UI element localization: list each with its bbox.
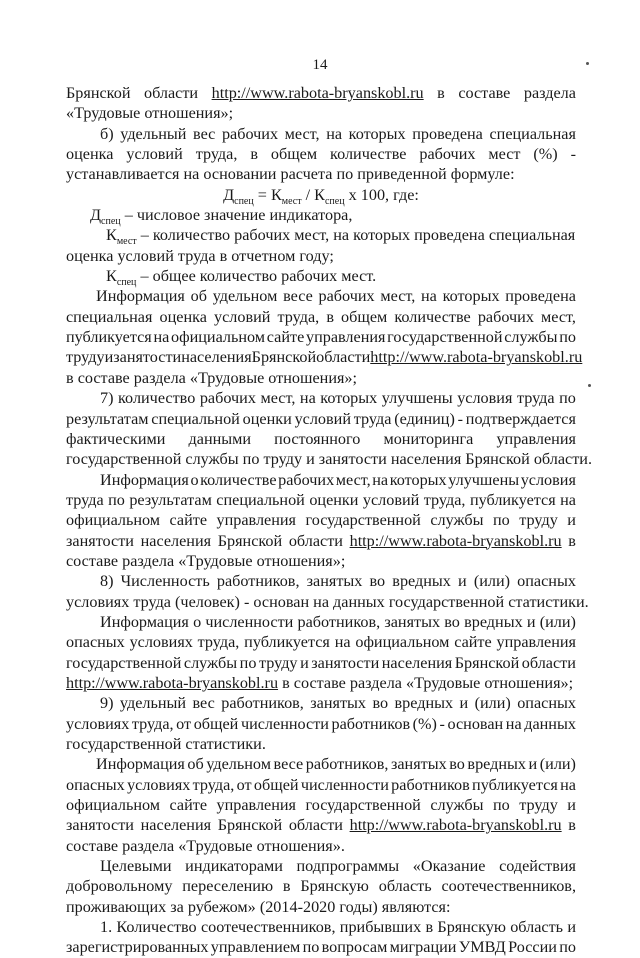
text-line: [66, 632, 576, 652]
word: составе: [458, 84, 511, 102]
word: населения: [140, 816, 212, 835]
text-line: [66, 612, 576, 632]
text-line: составе раздела «Трудовые отношения»;: [66, 551, 346, 570]
word: Информация: [100, 612, 189, 631]
word: сайте: [169, 511, 208, 530]
word: основан: [447, 714, 504, 733]
word: труда,: [192, 775, 235, 794]
word: 1.: [100, 918, 113, 937]
word: опасных: [66, 775, 125, 794]
text-line: [66, 83, 576, 103]
word: в: [250, 145, 258, 164]
word: рабочих: [199, 389, 256, 408]
text-line: [66, 775, 576, 795]
text-line: [66, 510, 576, 530]
word: постоянного: [274, 429, 361, 448]
word: Численность: [120, 572, 210, 591]
word: и: [300, 653, 309, 672]
word: Брянскую: [437, 918, 506, 937]
word: Брянской: [217, 816, 283, 835]
page-number: 14: [312, 57, 328, 73]
text-line: государственной статистики.: [66, 735, 266, 753]
word: мест,: [541, 307, 576, 326]
word: работников,: [297, 612, 381, 631]
word: которых: [348, 124, 406, 143]
word: вредных: [394, 694, 454, 713]
word: официальном: [171, 328, 266, 347]
word: рабочих: [221, 124, 279, 143]
word: условий: [362, 490, 420, 509]
word: труду: [66, 348, 105, 367]
word: условий: [126, 145, 183, 164]
word: условия: [457, 389, 513, 408]
word: о: [190, 470, 199, 489]
text-line: [66, 347, 583, 367]
word: официальном: [66, 511, 161, 530]
formula-subscript: спец: [234, 195, 254, 207]
text-line: оценка условий труда в отчетном году;: [66, 246, 334, 265]
word: общей: [253, 775, 299, 794]
word: занятых: [384, 612, 441, 631]
word: публикуется: [66, 328, 152, 347]
word: вопросам: [321, 938, 388, 957]
formula-text: х 100, где:: [344, 185, 419, 204]
word: проведена: [505, 287, 576, 306]
word: вредных: [467, 755, 526, 774]
formula-subscript: мест: [281, 195, 302, 207]
word: службы: [504, 328, 558, 347]
word: труда,: [197, 633, 240, 652]
word: службы: [183, 653, 238, 672]
word: и: [567, 511, 576, 530]
text-line: [66, 470, 576, 490]
word: занятых: [306, 572, 363, 591]
word: Брянской: [454, 653, 520, 672]
word: индикаторами: [185, 857, 283, 876]
word: (или): [539, 612, 576, 631]
word: условий: [294, 409, 351, 428]
word: области: [288, 816, 343, 835]
scan-speck: [586, 62, 589, 65]
word: мест,: [380, 287, 416, 306]
word: опасных: [517, 694, 576, 713]
word: труду: [258, 653, 298, 672]
definition-line: [66, 225, 576, 248]
text-line: [66, 876, 576, 896]
word: труду: [519, 511, 558, 530]
word: миграции: [389, 938, 457, 957]
word: по: [559, 938, 576, 957]
word: на: [505, 714, 522, 733]
word: публикуется: [472, 775, 558, 794]
definition-text: – количество рабочих мест, на которых проведена специальная: [136, 226, 576, 245]
word: области: [288, 531, 343, 550]
word: количестве: [330, 145, 407, 164]
page-link: http://www.rabota-bryanskobl.ru: [349, 531, 562, 550]
word: весе: [283, 287, 313, 306]
word: и: [104, 348, 114, 367]
text-line: [66, 856, 576, 876]
word: по: [302, 938, 320, 957]
word: публикуется: [244, 633, 330, 652]
word: на: [372, 470, 389, 489]
word: опасных: [517, 572, 576, 591]
word: об: [187, 755, 204, 774]
definition-symbol: К: [106, 226, 117, 245]
word: в: [437, 84, 445, 102]
definition-line: [66, 205, 576, 228]
word: УМВД: [458, 938, 506, 957]
word: численности: [300, 775, 389, 794]
word: прибывших: [339, 918, 422, 937]
word: рабочих: [477, 307, 534, 326]
text-line: [66, 388, 576, 408]
word: улучшены: [448, 470, 520, 489]
word: населения: [140, 531, 212, 550]
word: государственной: [387, 328, 503, 347]
word: область: [510, 918, 564, 937]
text-line: [66, 327, 576, 347]
word: мест: [488, 145, 521, 164]
word: населения: [181, 348, 252, 367]
word: мест,: [284, 124, 320, 143]
word: государственной: [66, 653, 182, 672]
word: оценки: [309, 490, 359, 509]
word: в: [568, 531, 576, 550]
word: содействия: [499, 857, 576, 876]
word: область: [378, 877, 432, 896]
word: количество: [118, 389, 196, 408]
word: общем: [270, 145, 318, 164]
word: которых: [442, 287, 500, 306]
word: 9): [100, 694, 114, 713]
text-run: в составе раздела «Трудовые отношения»;: [278, 673, 574, 692]
word: проведена: [412, 124, 483, 143]
word: переселению: [182, 877, 274, 896]
word: Информация: [100, 470, 189, 489]
word: работников,: [305, 755, 389, 774]
word: управлением: [210, 938, 301, 957]
definition-text: – числовое значение индикатора,: [120, 206, 353, 225]
word: 8): [100, 572, 114, 591]
word: Информация: [96, 755, 185, 774]
definition-subscript: спец: [116, 277, 137, 289]
definition-subscript: спец: [101, 216, 121, 228]
word: данными: [188, 429, 252, 448]
text-line: устанавливается на основании расчета по приведенной формуле:: [66, 165, 515, 184]
word: удельный: [119, 694, 187, 713]
text-line: [66, 653, 576, 673]
word: и: [528, 755, 538, 774]
word: которых: [389, 470, 447, 489]
word: специальная: [66, 307, 153, 326]
word: соотечественников,: [200, 918, 336, 937]
document-body: [66, 83, 592, 958]
text-line: [66, 409, 576, 429]
word: и: [458, 572, 467, 591]
word: зарегистрированных: [66, 938, 209, 957]
word: труду: [519, 796, 558, 815]
word: и: [526, 612, 536, 631]
word: во: [449, 755, 465, 774]
word: рабочих: [318, 287, 375, 306]
word: по: [108, 490, 125, 509]
text-line: [66, 307, 576, 327]
word: государственной: [305, 796, 421, 815]
word: специальной: [216, 490, 305, 509]
word: управления: [216, 511, 296, 530]
word: рабочих: [419, 145, 476, 164]
word: -: [439, 714, 445, 733]
word: соотечественников,: [441, 877, 576, 896]
text-line: «Трудовые отношения»;: [66, 104, 234, 123]
definition-line: [66, 266, 576, 289]
word: по: [559, 389, 576, 408]
word: раздела: [523, 84, 576, 102]
word: на: [299, 389, 316, 408]
word: от: [176, 714, 192, 733]
word: оценка: [66, 145, 114, 164]
text-line: [66, 144, 576, 164]
word: и: [567, 796, 576, 815]
word: весе: [273, 755, 304, 774]
word: на: [153, 328, 170, 347]
word: работников: [331, 714, 411, 733]
word: Информация: [96, 287, 185, 306]
word: результатам: [129, 490, 212, 509]
word: численности: [205, 612, 294, 631]
word: и: [567, 918, 576, 937]
text-line: [66, 693, 576, 713]
word: управления: [496, 633, 576, 652]
scan-speck: [588, 384, 591, 387]
word: (единиц): [394, 409, 455, 428]
text-line: [66, 714, 576, 734]
word: во: [444, 612, 460, 631]
word: во: [372, 694, 389, 713]
word: о: [193, 612, 202, 631]
formula-text: / К: [301, 185, 325, 204]
text-line: [66, 754, 576, 774]
page-link: http://www.rabota-bryanskobl.ru: [349, 816, 562, 835]
word: управления: [305, 328, 386, 347]
word: фактическими: [66, 429, 166, 448]
word: (или): [474, 694, 511, 713]
text-line: [66, 490, 576, 510]
text-line: условиях труда (человек) - основан на данных государственной статистики.: [66, 592, 589, 611]
word: труда,: [423, 490, 466, 509]
word: управления: [496, 429, 576, 448]
word: труда: [353, 409, 392, 428]
word: труда,: [195, 145, 238, 164]
word: мест,: [260, 389, 296, 408]
word: по: [493, 796, 510, 815]
word: вредных: [464, 612, 523, 631]
word: управления: [216, 796, 296, 815]
word: удельном: [212, 287, 278, 306]
word: по: [559, 328, 576, 347]
word: количестве: [394, 307, 471, 326]
word: на: [334, 633, 351, 652]
word: вес: [193, 124, 216, 143]
word: Количество: [116, 918, 197, 937]
word: количестве: [200, 470, 277, 489]
word: работников,: [216, 572, 300, 591]
word: численности: [240, 714, 329, 733]
text-line: [66, 815, 576, 835]
text-line: [66, 917, 576, 937]
word: (или): [539, 755, 576, 774]
word: занятости: [66, 531, 134, 550]
word: условиях: [127, 775, 191, 794]
word: улучшены: [381, 389, 453, 408]
word: области: [143, 84, 199, 102]
text-line: в составе раздела «Трудовые отношения»;: [66, 368, 358, 387]
definition-subscript: мест: [116, 236, 137, 248]
word: занятости: [113, 348, 182, 367]
page-link: http://www.rabota-bryanskobl.ru: [211, 84, 424, 102]
word: работников: [391, 775, 470, 794]
text-line: [66, 531, 576, 551]
word: занятости: [311, 653, 380, 672]
word: населения: [381, 653, 453, 672]
word: в: [568, 816, 576, 835]
word: вредных: [392, 572, 451, 591]
definition-symbol: Д: [90, 206, 102, 225]
text-line: государственной службы по труду и занятости населения Брянской области.: [66, 450, 592, 469]
definition-text: – общее количество рабочих мест.: [136, 267, 377, 286]
word: общем: [341, 307, 388, 326]
word: труда: [66, 490, 104, 509]
word: которых: [320, 389, 378, 408]
text-line: [66, 795, 576, 815]
word: занятости: [66, 816, 134, 835]
word: на: [560, 775, 576, 794]
word: области: [316, 348, 371, 367]
word: мониторинга: [383, 429, 474, 448]
word: подтверждается: [465, 409, 576, 428]
text-line: [66, 673, 576, 693]
word: Брянской: [217, 531, 283, 550]
word: сайте: [454, 633, 492, 652]
word: в: [326, 307, 334, 326]
word: подпрограммы: [296, 857, 400, 876]
text-line: [66, 286, 576, 306]
word: труда,: [131, 714, 174, 733]
word: оценки: [242, 409, 292, 428]
text-line: [66, 937, 576, 957]
word: условий: [214, 307, 271, 326]
definition-symbol: К: [106, 267, 117, 286]
formula-subscript: спец: [324, 195, 345, 207]
word: условия: [520, 470, 576, 489]
word: на: [326, 124, 343, 143]
word: б): [100, 124, 114, 143]
word: (%): [412, 714, 437, 733]
word: области: [521, 653, 576, 672]
word: от: [236, 775, 252, 794]
text-line: [66, 571, 576, 591]
word: удельный: [120, 124, 187, 143]
page-link: http://www.rabota-bryanskobl.ru: [370, 348, 583, 367]
word: труда,: [277, 307, 320, 326]
word: службы: [430, 511, 484, 530]
text-line: проживающих за рубежом» (2014-2020 годы) являются:: [66, 897, 451, 916]
word: -: [570, 145, 576, 164]
formula-symbol: Д: [223, 185, 235, 204]
word: государственной: [305, 511, 421, 530]
word: занятых: [390, 755, 447, 774]
word: службы: [430, 796, 484, 815]
word: публикуется: [469, 490, 556, 509]
word: Брянской: [66, 84, 131, 102]
word: удельном: [206, 755, 271, 774]
text-line: составе раздела «Трудовые отношения».: [66, 836, 345, 855]
word: по: [239, 653, 257, 672]
word: добровольному: [66, 877, 173, 896]
word: результатам: [66, 409, 149, 428]
page-link: http://www.rabota-bryanskobl.ru: [66, 673, 279, 692]
word: оценка: [159, 307, 207, 326]
word: (или): [473, 572, 511, 591]
word: (%): [533, 145, 558, 164]
word: опасных: [66, 633, 125, 652]
word: общей: [193, 714, 239, 733]
word: Брянскую: [300, 877, 369, 896]
word: 7): [100, 389, 114, 408]
word: мест,: [335, 470, 371, 489]
word: России: [508, 938, 557, 957]
text-line: [66, 124, 576, 144]
word: -: [457, 409, 464, 428]
word: Целевыми: [100, 857, 172, 876]
word: на: [560, 490, 576, 509]
word: условиях: [129, 633, 193, 652]
word: во: [369, 572, 386, 591]
word: специальная: [489, 124, 576, 143]
word: данных: [524, 714, 576, 733]
word: на: [421, 287, 437, 306]
word: сайте: [266, 328, 305, 347]
word: и: [459, 694, 469, 713]
word: «Оказание: [412, 857, 486, 876]
word: работников,: [221, 694, 304, 713]
word: по: [493, 511, 510, 530]
word: вес: [192, 694, 215, 713]
word: в: [425, 918, 434, 937]
text-line: [66, 429, 576, 449]
word: рабочих: [278, 470, 335, 489]
formula-line: [66, 185, 576, 205]
word: сайте: [169, 796, 208, 815]
word: занятых: [310, 694, 367, 713]
word: условиях: [66, 714, 130, 733]
word: официальном: [355, 633, 450, 652]
word: специальной: [151, 409, 240, 428]
word: официальном: [66, 796, 161, 815]
word: об: [190, 287, 207, 306]
word: труда: [516, 389, 555, 408]
formula-text: = К: [253, 185, 282, 204]
word: Брянской: [251, 348, 317, 367]
word: в: [282, 877, 291, 896]
